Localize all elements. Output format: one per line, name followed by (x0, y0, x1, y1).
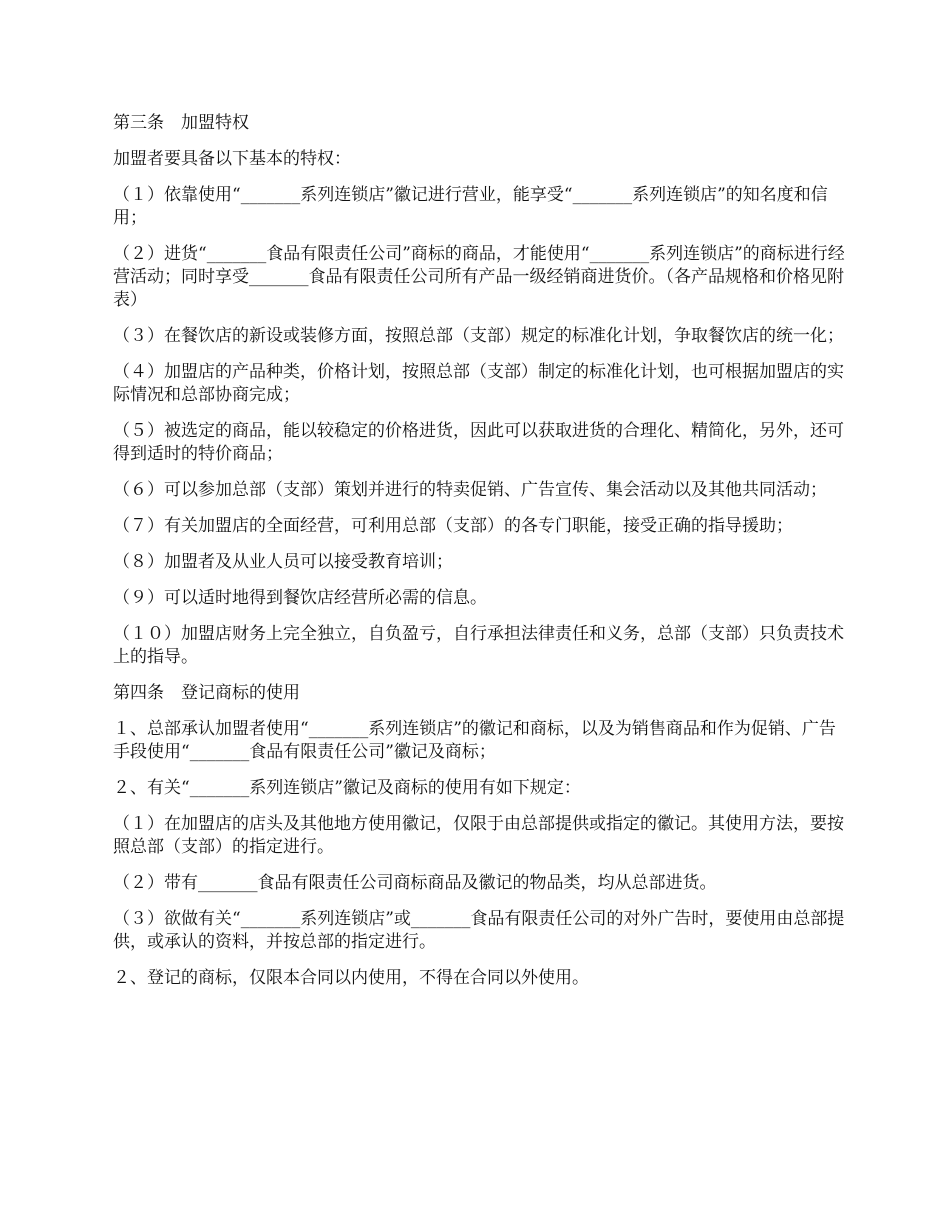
article-4-clause-1: １、总部承认加盟者使用“_______系列连锁店”的徽记和商标，以及为销售商品和作为促销、广告手段使用“_______食品有限责任公司”徽记及商标； (113, 719, 836, 762)
article-3-item: （６）可以参加总部（支部）策划并进行的特卖促销、广告宣传、集会活动以及其他共同活动； (113, 480, 827, 500)
article-4-clause-3: ２、登记的商标，仅限本合同以内使用，不得在合同以外使用。 (113, 968, 589, 988)
article-3-item: （３）在餐饮店的新设或装修方面，按照总部（支部）规定的标准化计划，争取餐饮店的统一化； (113, 326, 844, 346)
article-3-item: （９）可以适时地得到餐饮店经营所必需的信息。 (113, 588, 487, 608)
article-3-item: （８）加盟者及从业人员可以接受教育培训； (113, 552, 453, 572)
article-3-item: （１）依靠使用“_______系列连锁店”徽记进行营业，能享受“_______系列连锁店”的知名度和信用； (113, 185, 828, 228)
article-3-heading: 第三条 加盟特权 (113, 113, 249, 133)
article-4-clause-2: ２、有关“_______系列连锁店”徽记及商标的使用有如下规定： (113, 778, 581, 798)
article-3-item: （２）进货“_______食品有限责任公司”商标的商品，才能使用“_______系列连锁店”的商标进行经营活动；同时享受_______食品有限责任公司所有产品一级经销商进货价。（各产品规格和价格见附表） (113, 244, 845, 310)
article-4-item: （３）欲做有关“_______系列连锁店”或_______食品有限责任公司的对外广告时，要使用由总部提供，或承认的资料，并按总部的指定进行。 (113, 909, 845, 952)
document-page (113, 112, 848, 1003)
article-4-item: （２）带有_______食品有限责任公司商标商品及徽记的物品类，均从总部进货。 (113, 873, 717, 893)
article-3-item: （７）有关加盟店的全面经营，可利用总部（支部）的各专门职能，接受正确的指导援助； (113, 516, 793, 536)
article-4-item: （１）在加盟店的店头及其他地方使用徽记，仅限于由总部提供或指定的徽记。其使用方法，要按照总部（支部）的指定进行。 (113, 814, 844, 857)
article-3-item: （１０）加盟店财务上完全独立，自负盈亏，自行承担法律责任和义务，总部（支部）只负责技术上的指导。 (113, 624, 844, 667)
article-3-intro: 加盟者要具备以下基本的特权： (113, 149, 351, 169)
article-4-heading: 第四条 登记商标的使用 (113, 683, 300, 703)
article-3-item: （５）被选定的商品，能以较稳定的价格进货，因此可以获取进货的合理化、精简化，另外，还可得到适时的特价商品； (113, 421, 844, 464)
article-3-item: （４）加盟店的产品种类，价格计划，按照总部（支部）制定的标准化计划，也可根据加盟店的实际情况和总部协商完成； (113, 362, 844, 405)
